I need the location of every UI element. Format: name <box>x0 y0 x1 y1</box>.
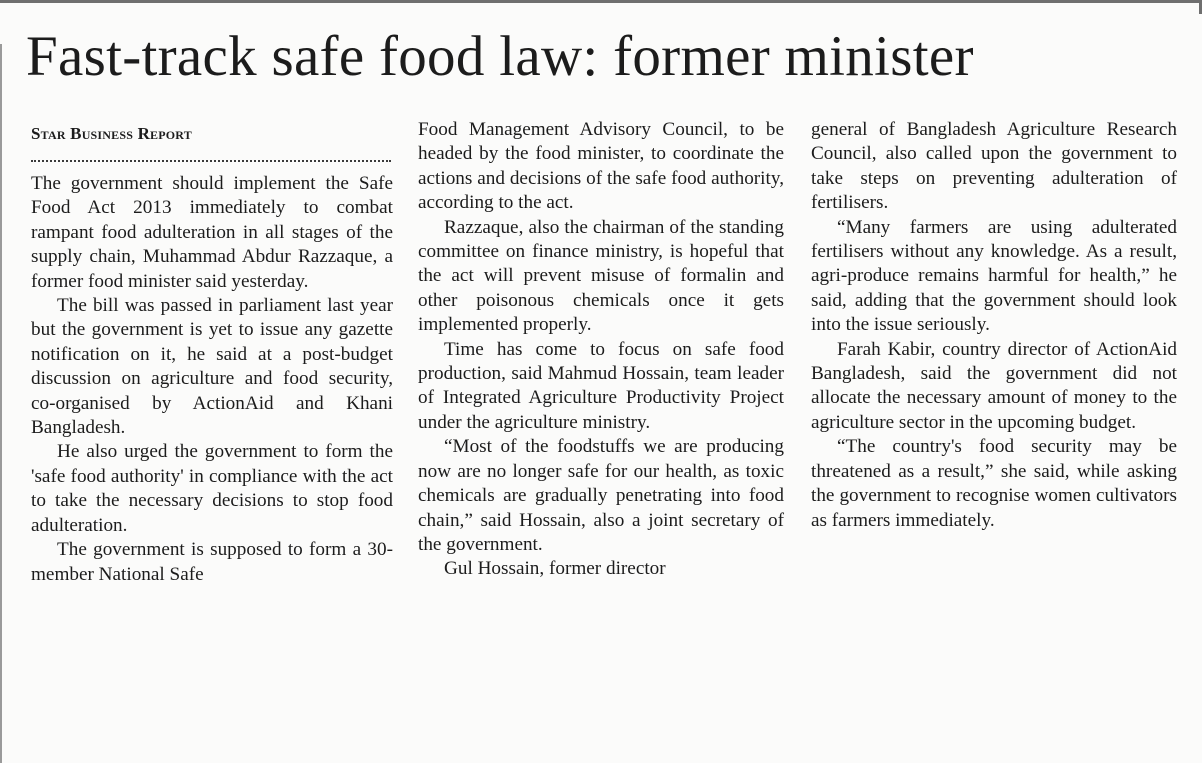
paragraph: The government should implement the Safe Food Act 2013 immediately to combat rampant food adulteration in all stages of the supply chain, Muhammad Abdur Razzaque, a former food minister said yesterday. <box>31 173 393 292</box>
article-column-1 <box>31 172 393 587</box>
byline: Star Business Report <box>31 124 192 143</box>
paragraph: “The country's food security may be threatened as a result,” she said, while asking the government to recognise women cultivators as farmers immediately. <box>811 436 1177 531</box>
paragraph: He also urged the government to form the 'safe food authority' in compliance with the act to take the necessary decisions to stop food adulteration. <box>31 441 393 536</box>
paragraph: Food Management Advisory Council, to be headed by the food minister, to coordinate the actions and decisions of the safe food authority, according to the act. <box>418 119 784 214</box>
paragraph: “Many farmers are using adulterated fertilisers without any knowledge. As a result, agri-produce remains harmful for health,” he said, adding that the government should look into the issue seriously. <box>811 216 1177 336</box>
paragraph: “Most of the foodstuffs we are producing now are no longer safe for our health, as toxic chemicals are gradually penetrating into food chain,” said Hossain, also a joint secretary of the government. <box>418 436 784 555</box>
headline: Fast-track safe food law: former minister <box>26 25 974 88</box>
paragraph: Gul Hossain, former director <box>444 558 666 580</box>
paragraph: general of Bangladesh Agriculture Research Council, also called upon the government to take steps on preventing adulteration of fertilisers. <box>811 119 1177 214</box>
paragraph: The government is supposed to form a 30-member National Safe <box>31 539 393 585</box>
article-column-3 <box>811 118 1177 533</box>
paragraph: Farah Kabir, country director of ActionAid Bangladesh, said the government did not allocate the necessary amount of money to the agriculture sector in the upcoming budget. <box>811 338 1177 433</box>
top-border-rule <box>0 0 1202 3</box>
paragraph: Time has come to focus on safe food production, said Mahmud Hossain, team leader of Integrated Agriculture Productivity Project under the agriculture ministry. <box>418 338 784 433</box>
left-border-rule <box>0 44 2 763</box>
byline-dotted-rule <box>31 160 391 162</box>
paragraph: Razzaque, also the chairman of the standing committee on finance ministry, is hopeful that the act will prevent misuse of formalin and other poisonous chemicals once it gets implemented properly. <box>418 216 784 336</box>
article-column-2 <box>418 118 784 582</box>
paragraph: The bill was passed in parliament last year but the government is yet to issue any gazette notification on it, he said at a post-budget discussion on agriculture and food security, co-organised by ActionAid and Khani Bangladesh. <box>31 295 393 439</box>
